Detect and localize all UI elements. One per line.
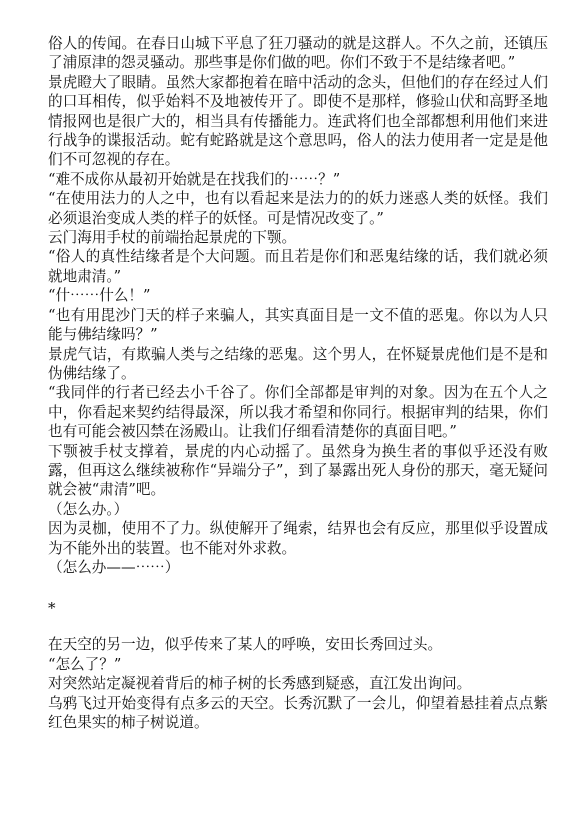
- paragraph: 云门海用手杖的前端抬起景虎的下颚。: [48, 229, 297, 247]
- paragraph: “俗人的真性结缘者是个大问题。而且若是你们和恶鬼结缘的话，我们就必须就地肃清。”: [48, 248, 548, 285]
- paragraph: “怎么了？”: [48, 655, 122, 673]
- paragraph: 因为灵枷，使用不了力。纵使解开了绳索，结界也会有反应，那里似乎设置成为不能外出的装置。也不能对外求救。: [48, 520, 548, 557]
- paragraph: 俗人的传闻。在春日山城下平息了狂刀骚动的就是这群人。不久之前，还镇压了浦原津的怨灵骚动。那些事是你们做的吧。你们不致于不是结缘者吧。”: [48, 35, 548, 72]
- paragraph: “什⋯⋯什么！”: [48, 287, 151, 305]
- document-page: [48, 34, 548, 732]
- paragraph: “我同伴的行者已经去小千谷了。你们全部都是审判的对象。因为在五个人之中，你看起来契约结得最深，所以我才希望和你同行。根据审判的结果，你们也有可能会被囚禁在汤殿山。让我们仔细看清楚你的真面目吧。”: [48, 384, 548, 441]
- paragraph: 在天空的另一边，似乎传来了某人的呼唤，安田长秀回过头。: [48, 636, 443, 654]
- paragraph: 下颚被手杖支撑着，景虎的内心动摇了。虽然身为换生者的事似乎还没有败露，但再这么继续被称作“异端分子”，到了暴露出死人身份的那天，毫无疑问就会被“肃清”吧。: [48, 442, 548, 499]
- paragraph: “难不成你从最初开始就是在找我们的⋯⋯？”: [48, 170, 341, 188]
- section-separator: *: [48, 599, 56, 618]
- paragraph: 乌鸦飞过开始变得有点多云的天空。长秀沉默了一会儿，仰望着悬挂着点点紫红色果实的柿子树说道。: [48, 694, 548, 731]
- paragraph: 景虎气诘，有欺骗人类与之结缘的恶鬼。这个男人，在怀疑景虎他们是不是和伪佛结缘了。: [48, 345, 548, 382]
- paragraph: “在使用法力的人之中，也有以看起来是法力的的妖力迷惑人类的妖怪。我们必须退治变成人类的样子的妖怪。可是情况改变了。”: [48, 190, 548, 227]
- paragraph: 对突然站定凝视着背后的柿子树的长秀感到疑惑，直江发出询问。: [48, 675, 472, 693]
- paragraph: “也有用毘沙门天的样子来骗人，其实真面目是一文不值的恶鬼。你以为人只能与佛结缘吗？”: [48, 306, 548, 344]
- paragraph: （怎么办。）: [48, 500, 129, 518]
- section-gap: [48, 577, 548, 597]
- paragraph: 景虎瞪大了眼睛。虽然大家都抱着在暗中活动的念头，但他们的存在经过人们的口耳相传，似乎始料不及地被传开了。即使不是那样，修验山伏和高野圣地情报网也是很广大的，相当具有传播能力。连武将们也全部都想利用他们来进行战争的谍报活动。蛇有蛇路就是这个意思吗，俗人的法力使用者一定是是他们不可忽视的存在。: [48, 73, 548, 169]
- paragraph: （怎么办——⋯⋯）: [48, 558, 180, 576]
